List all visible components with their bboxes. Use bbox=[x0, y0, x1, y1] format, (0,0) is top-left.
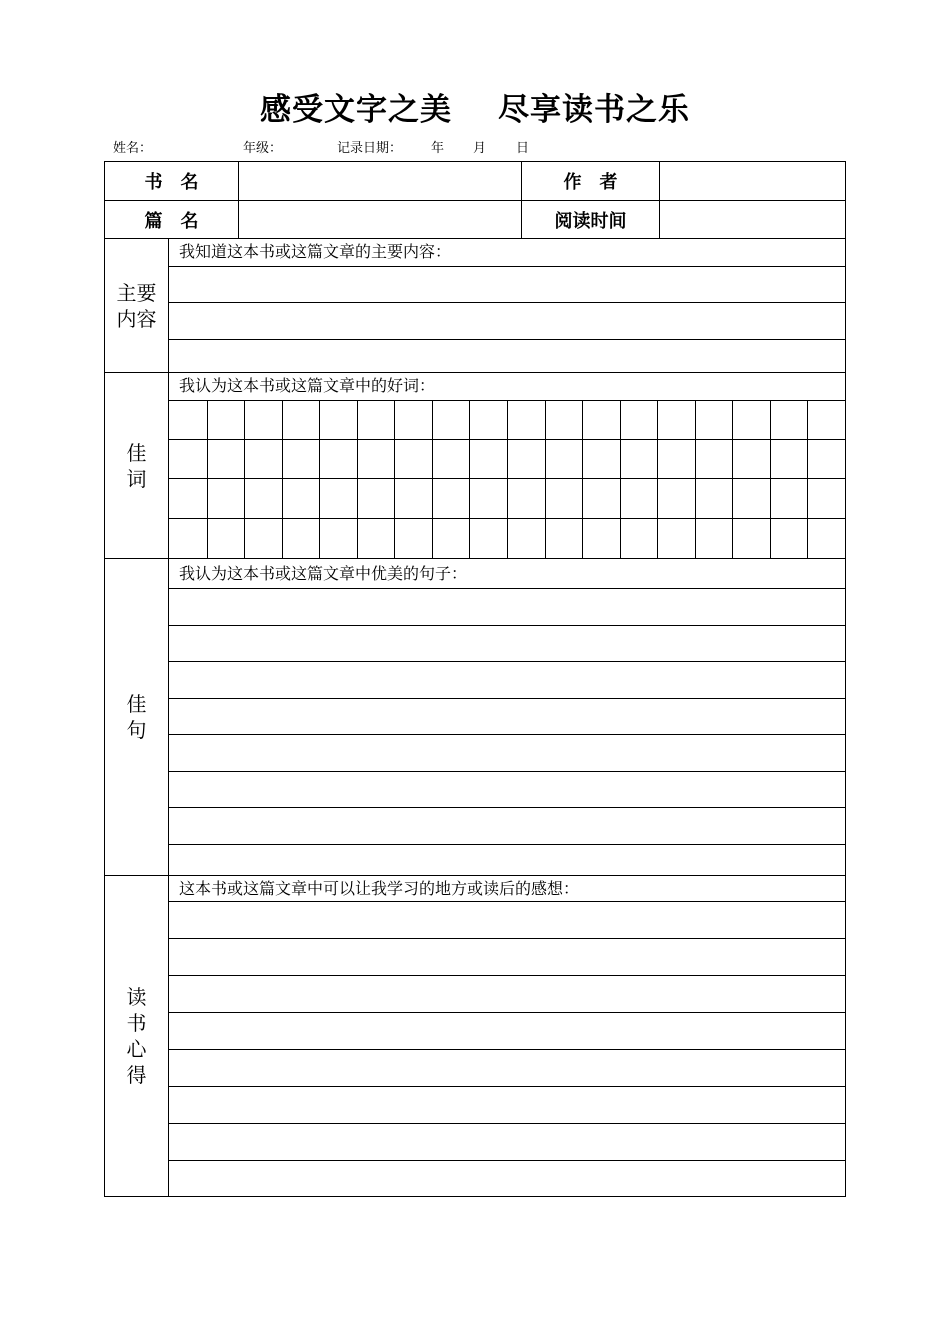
page-title bbox=[0, 88, 950, 132]
word-grid-line bbox=[319, 400, 320, 558]
word-grid-line bbox=[695, 400, 696, 558]
reading-time-label: 阅读时间 bbox=[554, 210, 627, 232]
word-grid-line bbox=[357, 400, 358, 558]
book-name-field[interactable] bbox=[239, 162, 521, 200]
main-content-prompt: 我知道这本书或这篇文章的主要内容： bbox=[179, 242, 452, 261]
year-label: 年 bbox=[431, 141, 445, 156]
word-grid-line bbox=[807, 400, 808, 558]
word-grid-line bbox=[282, 400, 283, 558]
reading-time-field[interactable] bbox=[660, 201, 845, 238]
word-grid-line bbox=[582, 400, 583, 558]
date-label: 记录日期： bbox=[337, 141, 403, 156]
word-grid-line bbox=[432, 400, 433, 558]
word-grid-line bbox=[507, 400, 508, 558]
good-sentences-label: 佳 句 bbox=[126, 692, 147, 742]
word-grid-line bbox=[207, 400, 208, 558]
word-grid-line bbox=[545, 400, 546, 558]
good-words-label: 佳 词 bbox=[126, 440, 147, 491]
word-grid-line bbox=[732, 400, 733, 558]
title-right: 尽享读书之乐 bbox=[498, 92, 690, 128]
day-label: 日 bbox=[516, 141, 530, 156]
book-name-label: 书 名 bbox=[144, 172, 199, 193]
word-grid-line bbox=[770, 400, 771, 558]
month-label: 月 bbox=[473, 141, 487, 156]
reading-record-table bbox=[104, 161, 846, 1197]
word-grid-line bbox=[469, 400, 470, 558]
word-grid-line bbox=[620, 400, 621, 558]
author-field[interactable] bbox=[660, 162, 845, 200]
article-name-field[interactable] bbox=[239, 201, 521, 238]
article-name-label: 篇 名 bbox=[144, 210, 199, 232]
reflection-label: 读 书 心 得 bbox=[126, 985, 147, 1087]
word-grid-line bbox=[394, 400, 395, 558]
good-sentences-prompt: 我认为这本书或这篇文章中优美的句子： bbox=[179, 564, 468, 583]
word-grid-line bbox=[657, 400, 658, 558]
good-words-prompt: 我认为这本书或这篇文章中的好词： bbox=[179, 376, 436, 395]
title-left: 感受文字之美 bbox=[260, 92, 452, 128]
name-label: 姓名： bbox=[113, 141, 153, 156]
reflection-prompt: 这本书或这篇文章中可以让我学习的地方或读后的感想： bbox=[179, 879, 580, 898]
main-content-label: 主要 内容 bbox=[116, 280, 157, 331]
word-grid-line bbox=[244, 400, 245, 558]
author-label: 作 者 bbox=[563, 172, 618, 193]
grade-label: 年级： bbox=[243, 141, 283, 156]
